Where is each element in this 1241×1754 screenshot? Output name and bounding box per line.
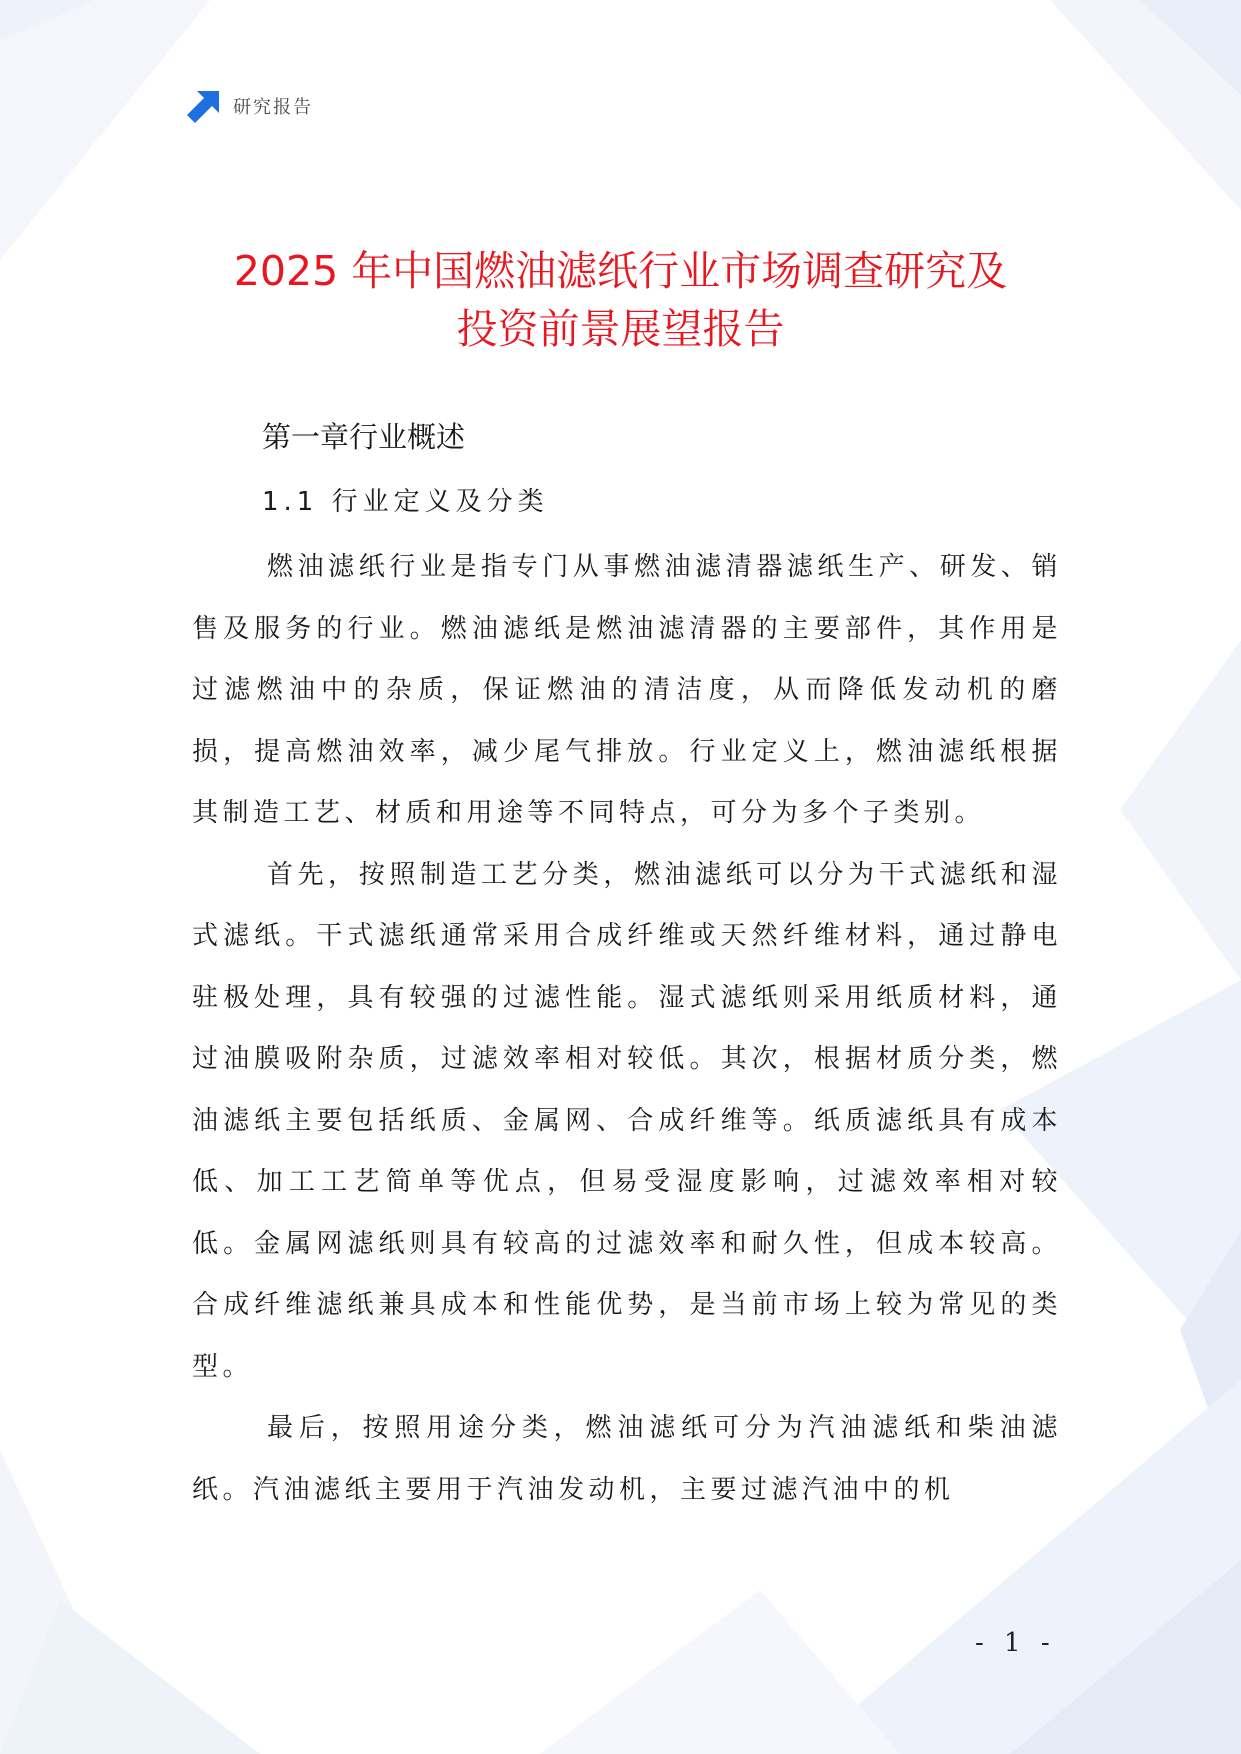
paragraph: 最后，按照用途分类，燃油滤纸可分为汽油滤纸和柴油滤纸。汽油滤纸主要用于汽油发动机，主要过滤汽油中的机 (192, 1413, 1062, 1505)
arrow-up-right-icon (187, 89, 221, 123)
body-text (192, 537, 1062, 1521)
title-line-1: 2025 年中国燃油滤纸行业市场调查研究及 (233, 247, 1008, 296)
report-title (140, 242, 1101, 358)
paragraph: 燃油滤纸行业是指专门从事燃油滤清器滤纸生产、研发、销售及服务的行业。燃油滤纸是燃油滤清器的主要部件，其作用是过滤燃油中的杂质，保证燃油的清洁度，从而降低发动机的磨损，提高燃油效率，减少尾气排放。行业定义上，燃油滤纸根据其制造工艺、材质和用途等不同特点，可分为多个子类别。 (192, 552, 1062, 828)
report-header (187, 88, 313, 124)
paragraph: 首先，按照制造工艺分类，燃油滤纸可以分为干式滤纸和湿式滤纸。干式滤纸通常采用合成纤维或天然纤维材料，通过静电驻极处理，具有较强的过滤性能。湿式滤纸则采用纸质材料，通过油膜吸附杂质，过滤效率相对较低。其次，根据材质分类，燃油滤纸主要包括纸质、金属网、合成纤维等。纸质滤纸具有成本低、加工工艺简单等优点，但易受湿度影响，过滤效率相对较低。金属网滤纸则具有较高的过滤效率和耐久性，但成本较高。合成纤维滤纸兼具成本和性能优势，是当前市场上较为常见的类型。 (192, 859, 1062, 1382)
section-heading: 1.1 行业定义及分类 (262, 487, 549, 517)
header-label: 研究报告 (233, 97, 313, 118)
chapter-heading: 第一章行业概述 (262, 420, 466, 454)
page-number: - 1 - (975, 1628, 1056, 1658)
title-line-2: 投资前景展望报告 (456, 305, 785, 354)
